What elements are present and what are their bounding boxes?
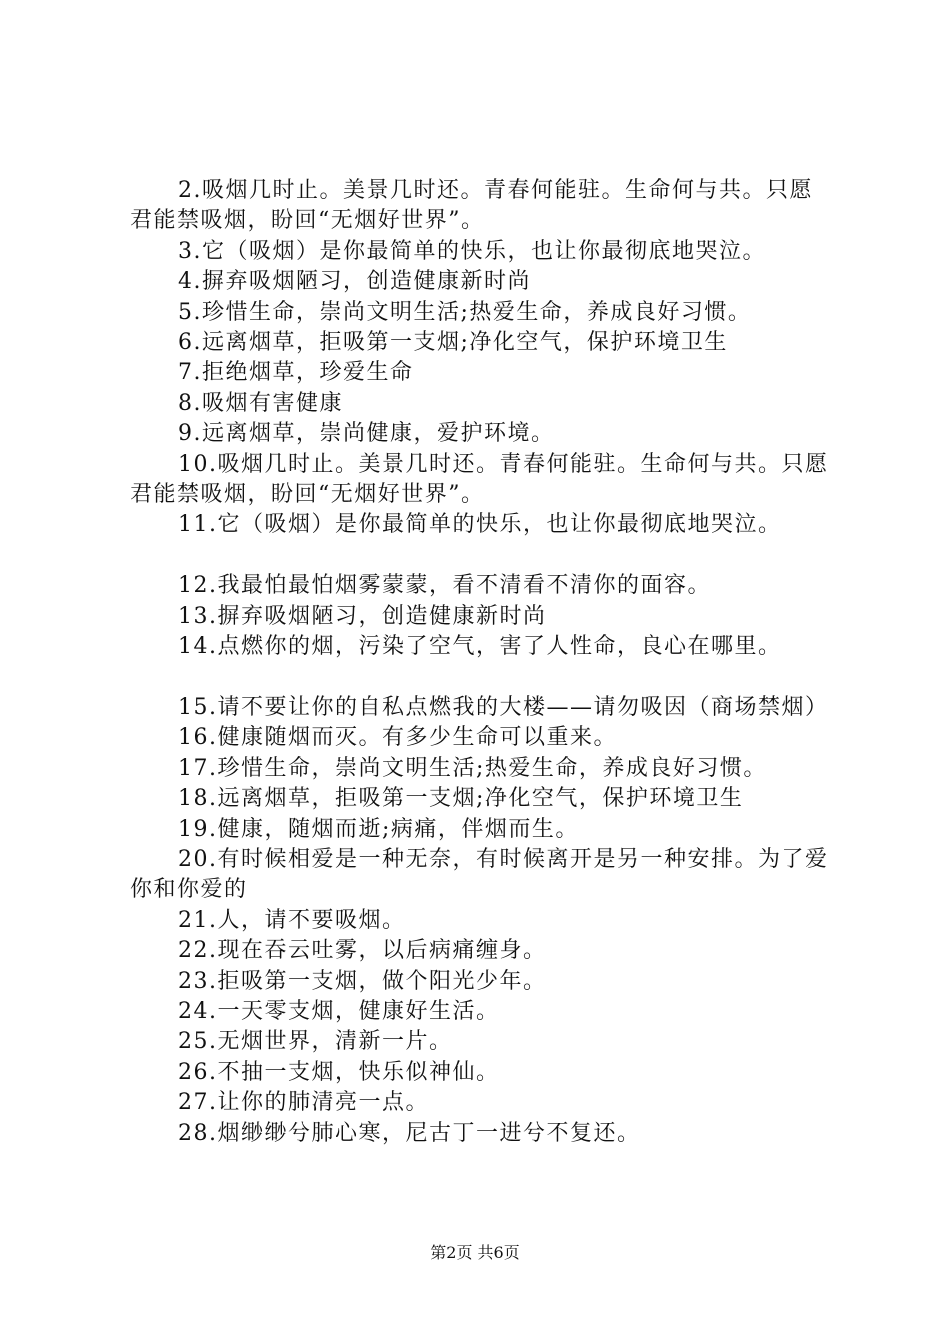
slogan-line: 4.摒弃吸烟陋习，创造健康新时尚 — [178, 269, 531, 295]
slogan-line: 15.请不要让你的自私点燃我的大楼——请勿吸因（商场禁烟） — [178, 694, 829, 720]
slogan-line: 11.它（吸烟）是你最简单的快乐，也让你最彻底地哭泣。 — [178, 512, 782, 538]
document-body — [130, 176, 830, 1149]
slogan-line: 23.拒吸第一支烟，做个阳光少年。 — [178, 968, 547, 994]
slogan-line: 2.吸烟几时止。美景几时还。青春何能驻。生命何与共。只愿君能禁吸烟，盼回“无烟好世界”。 — [130, 178, 813, 234]
slogan-line: 13.摒弃吸烟陋习，创造健康新时尚 — [178, 603, 547, 629]
slogan-line: 9.远离烟草，崇尚健康，爱护环境。 — [178, 421, 555, 447]
slogan-line: 14.点燃你的烟，污染了空气，害了人性命，良心在哪里。 — [178, 634, 782, 660]
slogan-line: 20.有时候相爱是一种无奈，有时候离开是另一种安排。为了爱你和你爱的 — [130, 846, 829, 903]
slogan-line: 28.烟缈缈兮肺心寒，尼古丁一进兮不复还。 — [178, 1120, 641, 1146]
slogan-line: 12.我最怕最怕烟雾蒙蒙，看不清看不清你的面容。 — [178, 573, 711, 599]
slogan-line: 24.一天零支烟，健康好生活。 — [178, 998, 500, 1024]
slogan-line: 25.无烟世界，清新一片。 — [178, 1029, 453, 1055]
slogan-line: 6.远离烟草，拒吸第一支烟;净化空气，保护环境卫生 — [178, 330, 728, 356]
slogan-line: 7.拒绝烟草，珍爱生命 — [178, 360, 414, 386]
slogan-line: 16.健康随烟而灭。有多少生命可以重来。 — [178, 725, 617, 751]
slogan-line: 27.让你的肺清亮一点。 — [178, 1090, 429, 1116]
slogan-line: 22.现在吞云吐雾，以后病痛缠身。 — [178, 938, 547, 964]
slogan-line: 17.珍惜生命，崇尚文明生活;热爱生命，养成良好习惯。 — [178, 755, 767, 781]
slogan-line: 19.健康，随烟而逝;病痛，伴烟而生。 — [178, 816, 579, 842]
slogan-line: 5.珍惜生命，崇尚文明生活;热爱生命，养成良好习惯。 — [178, 299, 752, 325]
blank-line — [130, 662, 830, 692]
blank-line — [130, 541, 830, 571]
slogan-line: 3.它（吸烟）是你最简单的快乐，也让你最彻底地哭泣。 — [178, 238, 766, 264]
slogan-line: 21.人，请不要吸烟。 — [178, 907, 406, 933]
page-number-label: 第2页 共6页 — [430, 1243, 520, 1262]
slogan-line: 18.远离烟草，拒吸第一支烟;净化空气，保护环境卫生 — [178, 786, 744, 812]
slogan-line: 8.吸烟有害健康 — [178, 390, 343, 416]
slogan-line: 10.吸烟几时止。美景几时还。青春何能驻。生命何与共。只愿君能禁吸烟，盼回“无烟好世界”。 — [130, 451, 829, 508]
slogan-line: 26.不抽一支烟，快乐似神仙。 — [178, 1059, 500, 1085]
page-footer — [0, 1243, 950, 1263]
